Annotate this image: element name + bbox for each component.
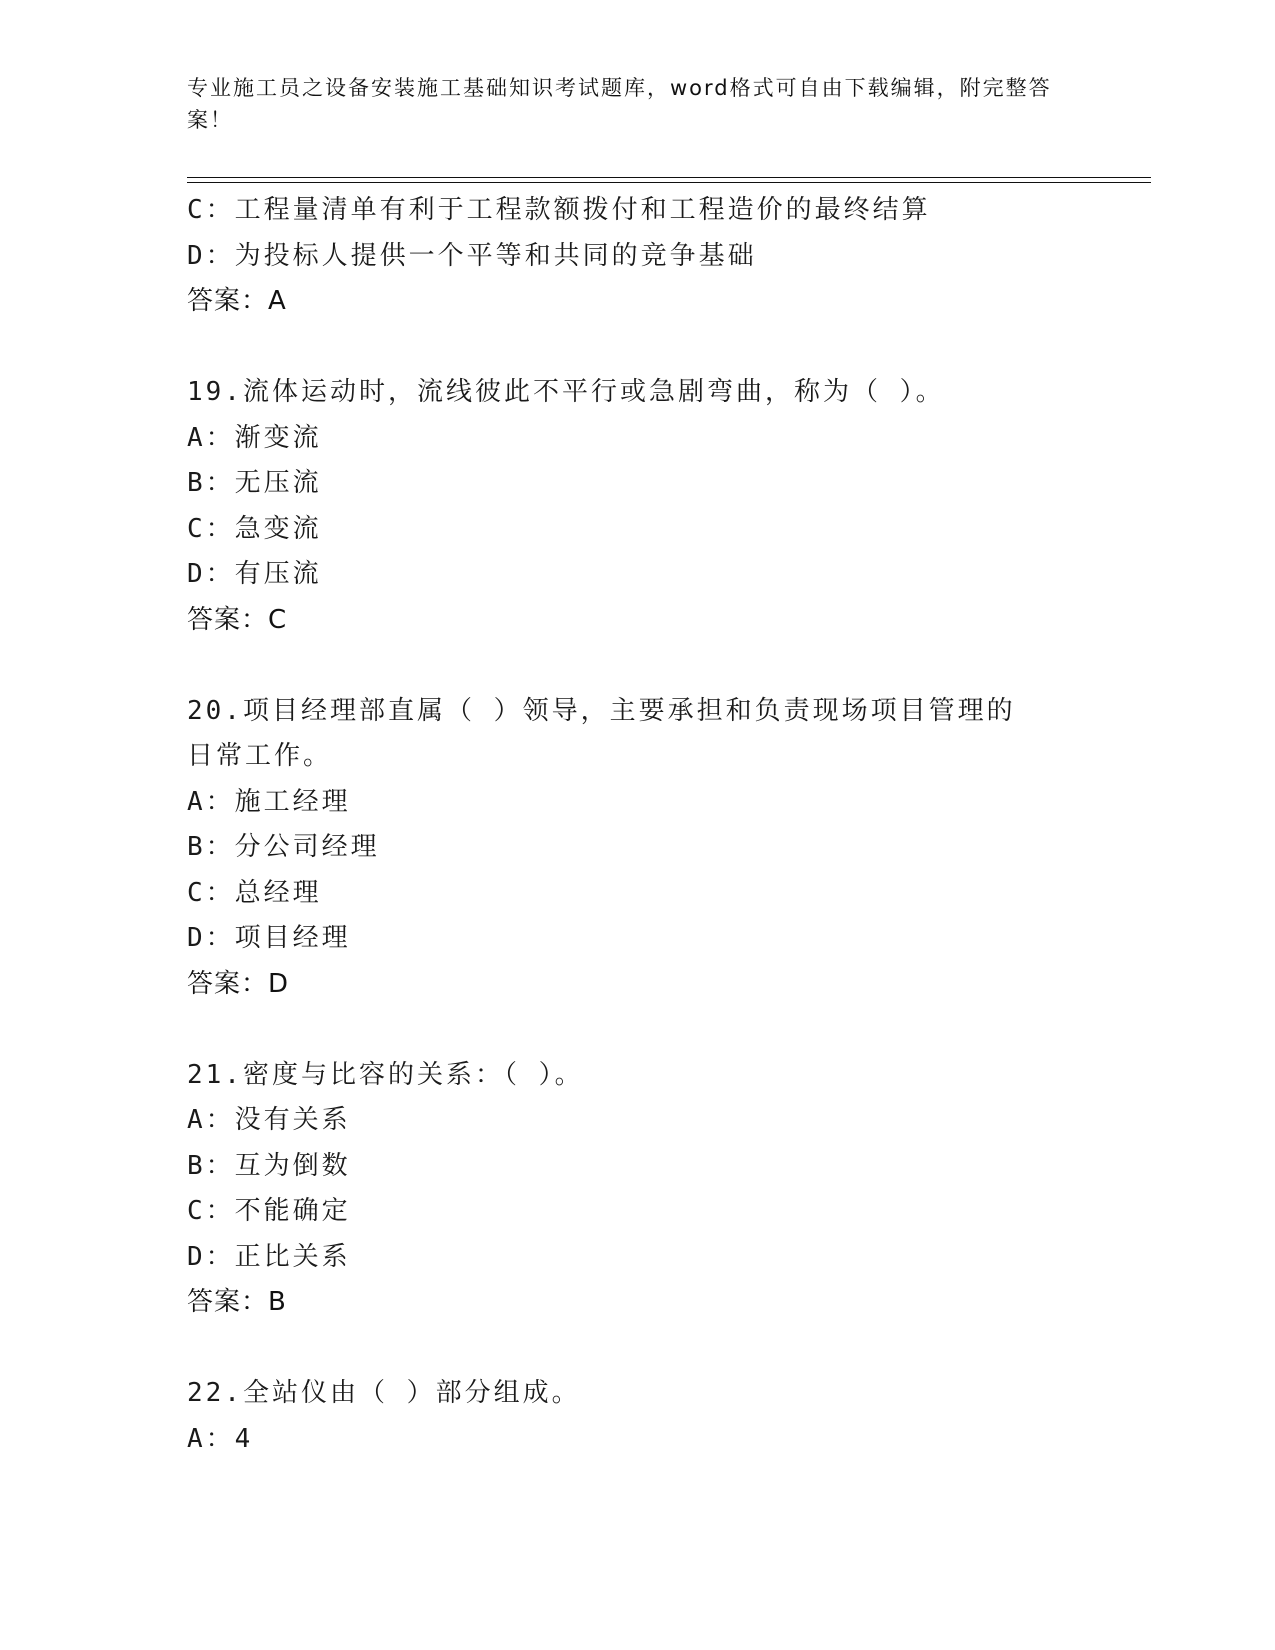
answer-line: 答案：B [187,1287,287,1317]
option-c: C：工程量清单有利于工程款额拨付和工程造价的最终结算 [187,195,931,225]
option-d: D：为投标人提供一个平等和共同的竞争基础 [187,240,757,271]
question-stem: 19.流体运动时，流线彼此不平行或急剧弯曲，称为（ ）。 [187,377,945,407]
option-a: A：渐变流 [187,422,322,453]
option-b: B：无压流 [187,468,322,498]
header-divider-top [187,177,1151,178]
spacer [187,643,1087,689]
spacer [187,1007,1087,1053]
question-content [187,188,1087,1462]
answer-line: 答案：C [187,604,288,635]
spacer [187,325,1087,371]
option-a: A：施工经理 [187,786,351,817]
answer-line: 答案：D [187,968,290,999]
option-d: D：项目经理 [187,923,351,953]
option-c: C：总经理 [187,877,322,908]
option-b: B：分公司经理 [187,832,380,862]
option-b: B：互为倒数 [187,1150,351,1181]
option-c: C：不能确定 [187,1196,351,1226]
question-stem: 20.项目经理部直属（ ）领导，主要承担和负责现场项目管理的日常工作。 [187,695,1016,771]
option-d: D：有压流 [187,559,322,589]
spacer [187,1326,1087,1372]
option-a: A：没有关系 [187,1105,351,1135]
answer-line: 答案：A [187,286,287,316]
question-stem: 21.密度与比容的关系：（ ）。 [187,1059,584,1090]
document-header: 专业施工员之设备安装施工基础知识考试题库，word格式可自由下载编辑，附完整答案！ [187,76,1052,132]
option-c: C：急变流 [187,513,322,544]
question-stem: 22.全站仪由（ ）部分组成。 [187,1378,581,1408]
option-d: D：正比关系 [187,1241,351,1272]
header-divider-bottom [187,182,1151,183]
option-a: A：4 [187,1423,254,1454]
